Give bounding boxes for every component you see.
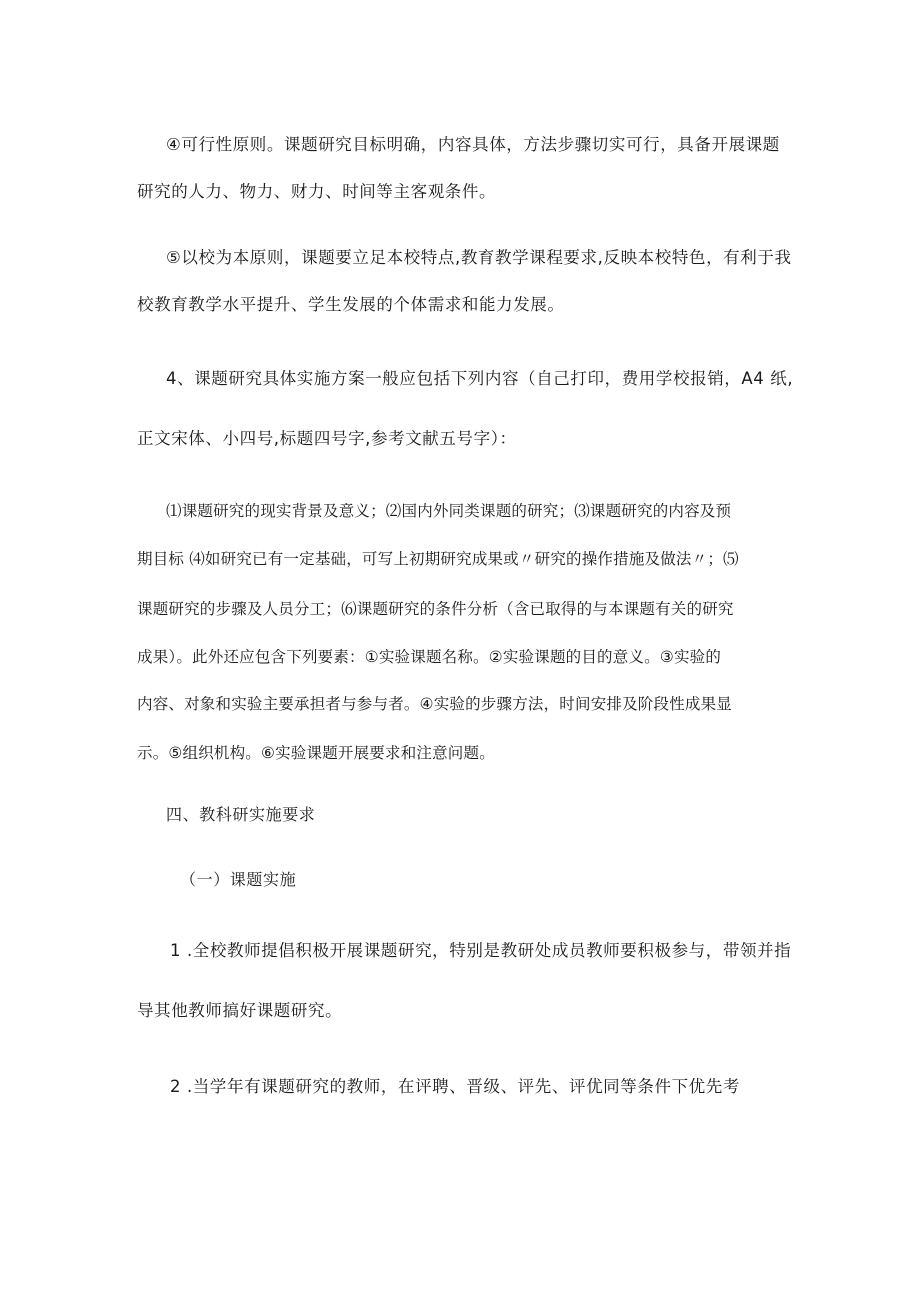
- plan-contents-line-1: ⑴课题研究的现实背景及意义；⑵国内外同类课题的研究；⑶课题研究的内容及预: [166, 502, 732, 520]
- feasibility-principle-line-1: ④可行性原则。课题研究目标明确，内容具体，方法步骤切实可行，具备开展课题: [166, 135, 780, 154]
- school-based-principle-line-1: ⑤以校为本原则，课题要立足本校特点,教育教学课程要求,反映本校特色，有利于我: [166, 248, 792, 267]
- subsection-heading: （一）课题实施: [180, 870, 297, 889]
- plan-contents-line-5: 内容、对象和实验主要承担者与参与者。④实验的步骤方法，时间安排及阶段性成果显: [137, 695, 732, 713]
- implementation-plan-line-2: 正文宋体、小四号,标题四号字,参考文献五号字）：: [137, 429, 517, 448]
- plan-contents-line-2: 期目标 ⑷如研究已有一定基础，可写上初期研究成果或〃研究的操作措施及做法〃；⑸: [137, 550, 739, 568]
- feasibility-principle-line-2: 研究的人力、物力、财力、时间等主客观条件。: [137, 182, 497, 201]
- plan-contents-line-4: 成果）。此外还应包含下列要素：①实验课题名称。②实验课题的目的意义。③实验的: [137, 648, 722, 666]
- plan-contents-line-6: 示。⑤组织机构。⑥实验课题开展要求和注意问题。: [137, 744, 495, 762]
- school-based-principle-line-2: 校教育教学水平提升、学生发展的个体需求和能力发展。: [137, 295, 565, 314]
- requirement-item-2-line-1: 2 .当学年有课题研究的教师，在评聘、晋级、评先、评优同等条件下优先考: [170, 1077, 740, 1096]
- section-heading: 四、教科研实施要求: [166, 805, 316, 824]
- requirement-item-1-line-2: 导其他教师搞好课题研究。: [137, 1001, 343, 1020]
- plan-contents-line-3: 课题研究的步骤及人员分工；⑹课题研究的条件分析（含已取得的与本课题有关的研究: [137, 600, 734, 618]
- implementation-plan-line-1: 4、课题研究具体实施方案一般应包括下列内容（自己打印，费用学校报销，A4 纸,: [166, 369, 794, 388]
- requirement-item-1-line-1: 1 .全校教师提倡积极开展课题研究，特别是教研处成员教师要积极参与，带领并指: [170, 941, 792, 960]
